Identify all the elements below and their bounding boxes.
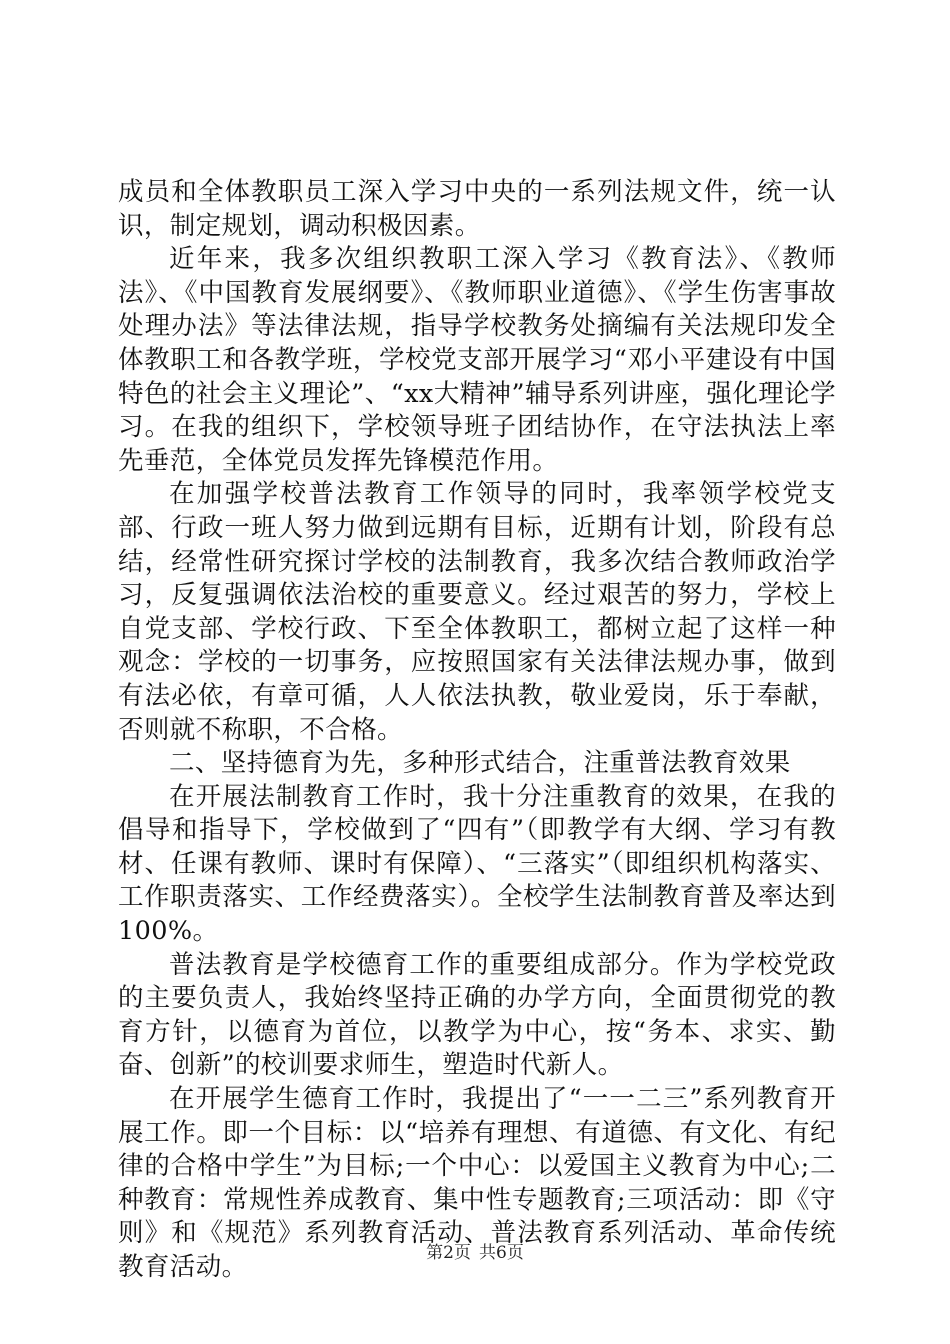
page-number: 第2页 [426,1243,471,1263]
paragraph-1: 成员和全体教职员工深入学习中央的一系列法规文件，统一认识，制定规划，调动积极因素。 [118,177,836,241]
paragraph-5: 普法教育是学校德育工作的重要组成部分。作为学校党政的主要负责人，我始终坚持正确的办学方向，全面贯彻党的教育方针，以德育为首位，以教学为中心，按“务本、求实、勤奋、创新”的校训要求师生，塑造时代新人。 [118,949,836,1081]
paragraph-2: 近年来，我多次组织教职工深入学习《教育法》、《教师法》、《中国教育发展纲要》、《教师职业道德》、《学生伤害事故处理办法》等法律法规，指导学校教务处摘编有关法规印发全体教职工和各教学班，学校党支部开展学习“邓小平建设有中国特色的社会主义理论”、“xx大精神”辅导系列讲座，强化理论学习。在我的组织下，学校领导班子团结协作，在守法执法上率先垂范，全体党员发挥先锋模范作用。 [118,244,836,476]
paragraph-6: 在开展学生德育工作时，我提出了“一一二三”系列教育开展工作。即一个目标：以“培养有理想、有道德、有文化、有纪律的合格中学生”为目标;一个中心：以爱国主义教育为中心;二种教育：常规性养成教育、集中性专题教育;三项活动：即《守则》和《规范》系列教育活动、普法教育系列活动、革命传统教育活动。 [118,1084,836,1282]
paragraph-3: 在加强学校普法教育工作领导的同时，我率领学校党支部、行政一班人努力做到远期有目标，近期有计划，阶段有总结，经常性研究探讨学校的法制教育，我多次结合教师政治学习，反复强调依法治校的重要意义。经过艰苦的努力，学校上自党支部、学校行政、下至全体教职工，都树立起了这样一种观念：学校的一切事务，应按照国家有关法律法规办事，做到有法必依，有章可循，人人依法执教，敬业爱岗，乐于奉献，否则就不称职，不合格。 [118,479,836,745]
page-total: 共6页 [479,1243,524,1263]
page-footer [0,1243,950,1263]
paragraph-4: 在开展法制教育工作时，我十分注重教育的效果，在我的倡导和指导下，学校做到了“四有”（即教学有大纲、学习有教材、任课有教师、课时有保障）、“三落实”（即组织机构落实、工作职责落实、工作经费落实）。全校学生法制教育普及率达到100%。 [118,781,836,947]
section-heading: 二、坚持德育为先，多种形式结合，注重普法教育效果 [169,748,791,779]
document-body [118,176,836,1285]
